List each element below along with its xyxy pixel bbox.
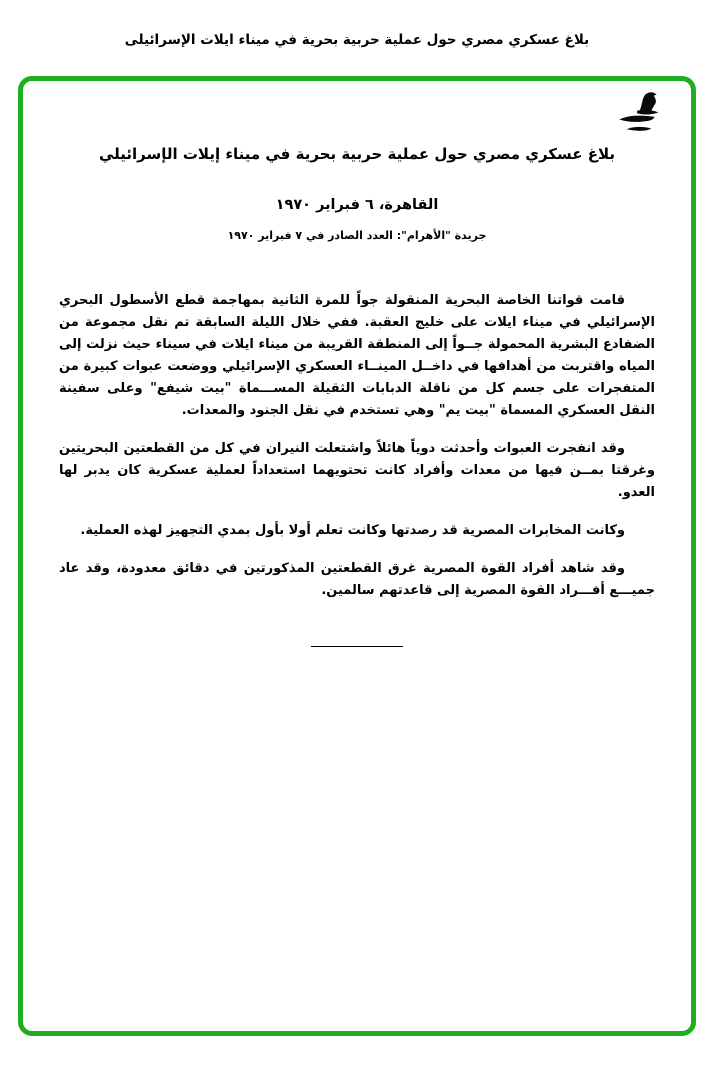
document-body xyxy=(23,290,691,602)
end-divider xyxy=(311,646,403,647)
crest-emblem-icon xyxy=(607,91,669,141)
body-paragraph-4: وقد شاهد أفراد القوة المصرية غرق القطعتين المذكورتين في دقائق معدودة، وقد عاد جميـــع أفـــراد القوة المصرية إلى قاعدتهم سالمين. xyxy=(59,561,655,598)
communique-title: بلاغ عسكري مصري حول عملية حربية بحرية في ميناء إيلات الإسرائيلي xyxy=(98,145,616,163)
communique-dateline: القاهرة، ٦ فبراير ١٩٧٠ xyxy=(275,197,439,213)
body-paragraph-3: وكانت المخابرات المصرية قد رصدتها وكانت تعلم أولا بأول بمدي التجهيز لهذه العملية. xyxy=(80,523,625,538)
source-citation: جريدة "الأهرام": العدد الصادر في ٧ فبراير ١٩٧٠ xyxy=(227,229,487,242)
document-header-title: بلاغ عسكري مصري حول عملية حربية بحرية في ميناء ايلات الإسرائيلى xyxy=(124,32,590,48)
body-paragraph-2: وقد انفجرت العبوات وأحدثت دوياً هائلاً واشتعلت النيران في كل من القطعتين البحريتين وغرقتا بمــن فيها من معدات وأفراد كانت تحتويهما استعداداً لعملية عسكرية كان يدبر لها العدو. xyxy=(59,441,655,500)
body-paragraph-1: قامت قواتنا الخاصة البحرية المنقولة جواً للمرة الثانية بمهاجمة قطع الأسطول البحري الإسرائيلي في ميناء ايلات على خليج العقبة. ففي خلال الليلة السابقة تم نقل مجموعة من الضفادع البشرية المحمولة جــواً إلى المنطقة القريبة من ميناء ايلات في سيناء حيث نزلت إلى المياه واقتربت من أهدافها في داخــل المينــاء العسكري الإسرائيلي ووضعت عبوات كبيرة من المتفجرات على جسم كل من ناقلة الدبابات الثقيلة المســـماة "بيت شيفع" وعلى سفينة النقل العسكري المسماة "بيت يم" وهي تستخدم في نقل الجنود والمعدات. xyxy=(59,293,655,418)
document-frame xyxy=(18,76,696,1036)
